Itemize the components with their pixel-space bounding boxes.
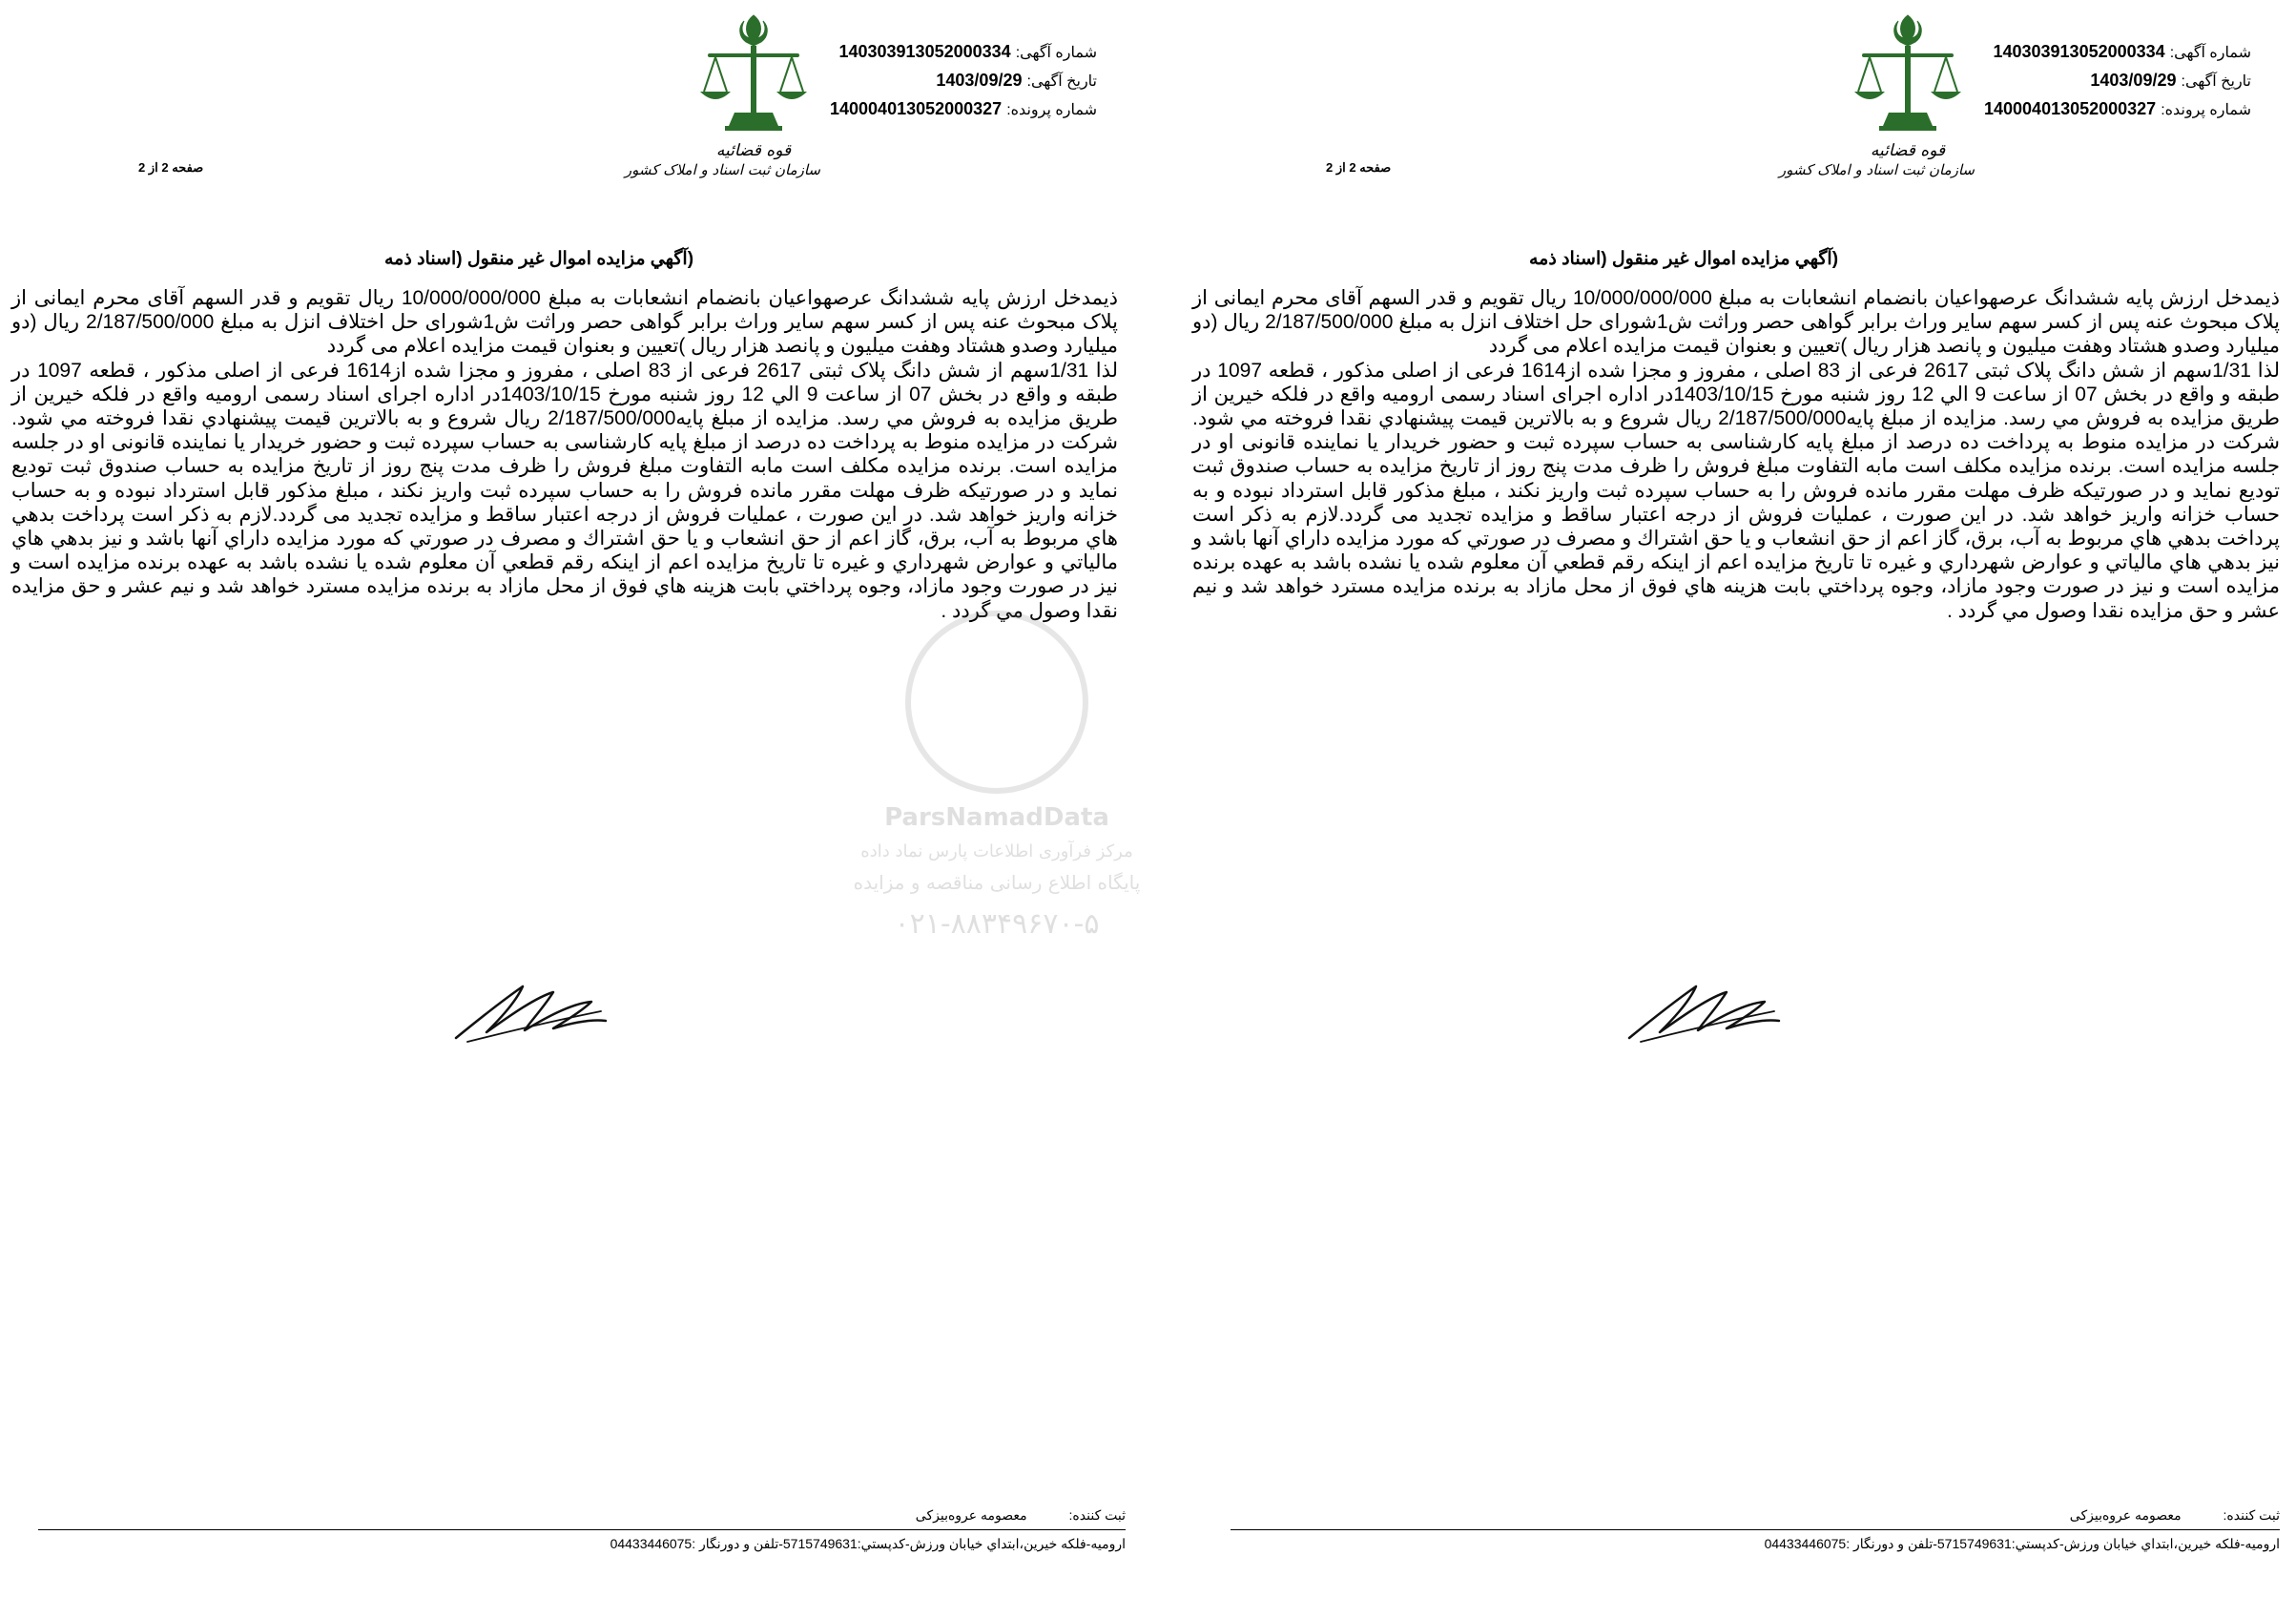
case-number-label: شماره پرونده: [2161,102,2251,118]
body-paragraph-1: ذیمدخل ارزش پایه ششدانگ عرصهواعیان بانضمام انشعابات به مبلغ 10/000/000/000 ریال تقویم و قدر السهم آقای محرم ایمانی از پلاک مبحوث عنه پس از کسر سهم سایر وراث برابر گواهی حصر وراثت ش1شورای حل اختلاف انزل به مبلغ 2/187/500/000 ریال (دو میلیارد وصدو هشتاد وهفت میلیون و پانصد هزار ریال )تعیین و بعنوان قیمت مزایده اعلام می گردد [11,287,1119,358]
notice-date-label: تاریخ آگهی: [1026,73,1097,90]
footer-divider [1231,1529,2280,1530]
notice-meta [830,38,1097,124]
logo-caption [1778,141,1975,179]
watermark-brand: ParsNamadData [884,803,1109,832]
page-number: صفحه 2 از 2 [138,160,204,175]
watermark-seal-icon [905,611,1088,794]
notice-number-label: شماره آگهی: [2169,45,2251,61]
registrar-name: معصومه عروه‌بیزکی [2069,1507,2182,1523]
watermark-line-2: پایگاه اطلاع رسانی مناقصه و مزایده [853,871,1141,894]
logo-caption-organization: سازمان ثبت اسناد و املاک کشور [1778,161,1975,178]
notice-date-label: تاریخ آگهی: [2181,73,2251,90]
registrar-line [916,1507,1126,1524]
body-paragraph-2: لذا 1/31سهم از شش دانگ پلاک ثبتی 2617 فرعی از 83 اصلی ، مفروز و مجزا شده از1614 فرعی از اصلی مذکور ، قطعه 1097 در طبقه و واقع در بخش 07 از ساعت 9 الي 12 روز شنبه مورخ 1403/10/15در اداره اجرای اسناد رسمی ارومیه واقع در فلکه خیرین از طريق مزايده به فروش مي رسد. مزايده از مبلغ پایه2/187/500/000 ريال شروع و به بالاترين قيمت پيشنهادي نقدا فروخته مي شود. شرکت در مزایده منوط به پرداخت ده درصد از مبلغ پایه کارشناسی به حساب سپرده ثبت و حضور خریدار یا نماینده قانونی او در جلسه مزایده است. برنده مزایده مکلف است مابه التفاوت مبلغ فروش را ظرف مدت پنج روز از تاریخ مزایده به حساب صندوق ثبت تودیع نماید و در صورتیکه ظرف مهلت مقرر مانده فروش را به حساب سپرده ثبت واریز نکند ، مبلغ مذکور قابل استرداد نبوده و به حساب خزانه واریز خواهد شد. در این صورت ، عملیات فروش از درجه اعتبار ساقط و مزایده تجدید می گردد.لازم به ذكر است پرداخت بدهي هاي مربوط به آب، برق، گاز اعم از حق انشعاب و يا حق اشتراك و مصرف در صورتي كه مورد مزايده داراي آنها باشد و نيز بدهي هاي مالياتي و عوارض شهرداري و غيره تا تاريخ مزايده اعم از اينكه رقم قطعي آن معلوم شده يا نشده باشد به عهده برنده مزايده است و نيز در صورت وجود مازاد، وجوه پرداختي بابت هزينه هاي فوق از محل مازاد به برنده مزايده مسترد خواهد شد و نیم عشر و حق مزایده نقدا وصول مي گردد . [1192,359,2281,622]
watermark-phone: ۰۲۱-۸۸۳۴۹۶۷۰-۵ [894,907,1100,941]
office-address: ارومیه-فلکه خیرین،ابتداي خیابان ورزش-کدپستي:5715749631-تلفن و دورنگار :04433446075 [610,1536,1126,1551]
judiciary-logo [624,8,820,203]
notice-meta [1984,38,2251,124]
case-number-row [1984,95,2251,124]
case-number-label: شماره پرونده: [1006,102,1097,118]
notice-date-row [1984,67,2251,95]
handwritten-signature [448,973,610,1049]
notice-body [1192,286,2280,623]
notice-date-value: 1403/09/29 [936,71,1023,90]
body-paragraph-2: لذا 1/31سهم از شش دانگ پلاک ثبتی 2617 فرعی از 83 اصلی ، مفروز و مجزا شده از1614 فرعی از اصلی مذکور ، قطعه 1097 در طبقه و واقع در بخش 07 از ساعت 9 الي 12 روز شنبه مورخ 1403/10/15در اداره اجرای اسناد رسمی ارومیه واقع در فلکه خیرین از طريق مزايده به فروش مي رسد. مزايده از مبلغ پایه2/187/500/000 ريال شروع و به بالاترين قيمت پيشنهادي نقدا فروخته مي شود. شرکت در مزایده منوط به پرداخت ده درصد از مبلغ پایه کارشناسی به حساب سپرده ثبت و حضور خریدار یا نماینده قانونی او در جلسه مزایده است. برنده مزایده مکلف است مابه التفاوت مبلغ فروش را ظرف مدت پنج روز از تاریخ مزایده به حساب صندوق ثبت تودیع نماید و در صورتیکه ظرف مهلت مقرر مانده فروش را به حساب سپرده ثبت واریز نکند ، مبلغ مذکور قابل استرداد نبوده و به حساب خزانه واریز خواهد شد. در این صورت ، عملیات فروش از درجه اعتبار ساقط و مزایده تجدید می گردد.لازم به ذكر است پرداخت بدهي هاي مربوط به آب، برق، گاز اعم از حق انشعاب و يا حق اشتراك و مصرف در صورتي كه مورد مزايده داراي آنها باشد و نيز بدهي هاي مالياتي و عوارض شهرداري و غيره تا تاريخ مزايده اعم از اينكه رقم قطعي آن معلوم شده يا نشده باشد به عهده برنده مزايده است و نيز در صورت وجود مازاد، وجوه پرداختي بابت هزينه هاي فوق از محل مازاد به برنده مزايده مسترد خواهد شد و نیم عشر و حق مزایده نقدا وصول مي گردد . [11,359,1119,622]
logo-caption-judiciary: قوه قضائیه [1870,141,1946,160]
notice-number-row [830,38,1097,67]
notice-number-value: 140303913052000334 [838,42,1011,61]
notice-date-row [830,67,1097,95]
footer-divider [38,1529,1126,1530]
notice-date-value: 1403/09/29 [2090,71,2177,90]
case-number-value: 140004013052000327 [830,99,1003,118]
registrar-line [2070,1507,2280,1524]
notice-body [11,286,1118,623]
body-paragraph-1: ذیمدخل ارزش پایه ششدانگ عرصهواعیان بانضمام انشعابات به مبلغ 10/000/000/000 ریال تقویم و قدر السهم آقای محرم ایمانی از پلاک مبحوث عنه پس از کسر سهم سایر وراث برابر گواهی حصر وراثت ش1شورای حل اختلاف انزل به مبلغ 2/187/500/000 ریال (دو میلیارد وصدو هشتاد وهفت میلیون و پانصد هزار ریال )تعیین و بعنوان قیمت مزایده اعلام می گردد [1192,287,2281,358]
notice-number-label: شماره آگهی: [1015,45,1097,61]
document-title: (آگهي مزايده اموال غير منقول (اسناد ذمه [1528,249,1839,269]
scales-of-justice-icon [1841,8,1975,141]
case-number-row [830,95,1097,124]
notice-number-value: 140303913052000334 [1993,42,2165,61]
parsnamad-watermark [839,611,1154,992]
document-page-right [1154,0,2289,1618]
logo-caption-judiciary: قوه قضائیه [715,141,792,160]
judiciary-logo [1778,8,1975,203]
registrar-name: معصومه عروه‌بیزکی [915,1507,1027,1523]
logo-caption-organization: سازمان ثبت اسناد و املاک کشور [624,161,820,178]
registrar-label: ثبت کننده: [1068,1507,1126,1523]
case-number-value: 140004013052000327 [1984,99,2157,118]
logo-caption [624,141,820,179]
document-title: (آگهي مزايده اموال غير منقول (اسناد ذمه [383,249,694,269]
scales-of-justice-icon [687,8,820,141]
handwritten-signature [1622,973,1784,1049]
office-address: ارومیه-فلکه خیرین،ابتداي خیابان ورزش-کدپستي:5715749631-تلفن و دورنگار :04433446075 [1764,1536,2280,1551]
page-number: صفحه 2 از 2 [1326,160,1392,175]
watermark-line-1: مرکز فرآوری اطلاعات پارس نماد داده [860,841,1133,861]
notice-number-row [1984,38,2251,67]
registrar-label: ثبت کننده: [2223,1507,2280,1523]
